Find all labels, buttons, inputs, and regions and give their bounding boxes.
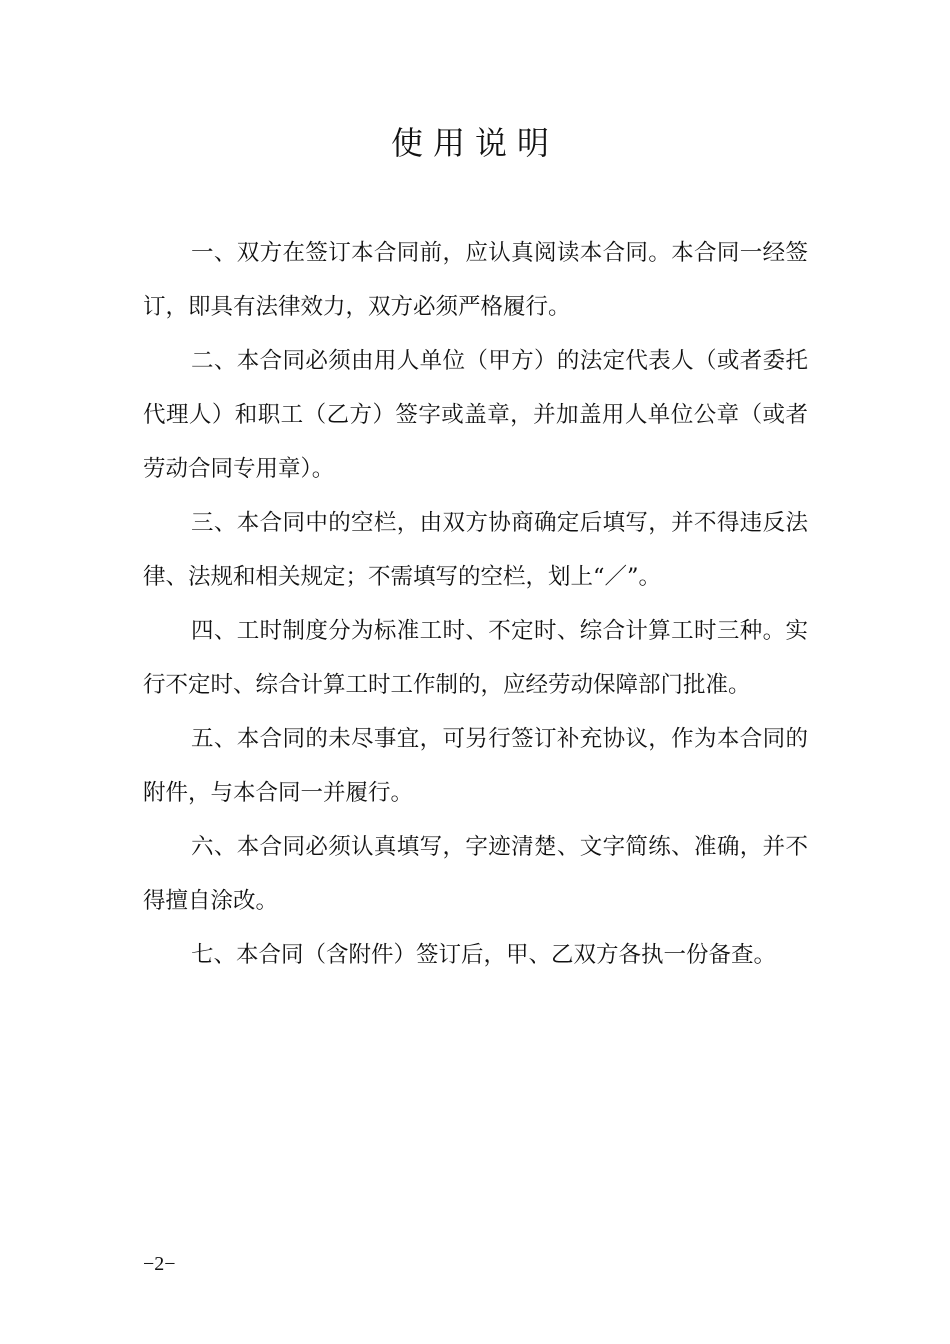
instruction-paragraph-2: 二、本合同必须由用人单位（甲方）的法定代表人（或者委托代理人）和职工（乙方）签字或盖章，并加盖用人单位公章（或者劳动合同专用章）。 — [143, 348, 808, 482]
page-number: −2− — [143, 1253, 176, 1275]
instruction-paragraph-3: 三、本合同中的空栏，由双方协商确定后填写，并不得违反法律、法规和相关规定；不需填写的空栏，划上“／”。 — [143, 510, 808, 590]
instruction-paragraph-7: 七、本合同（含附件）签订后，甲、乙双方各执一份备查。 — [191, 942, 777, 968]
instruction-paragraph-5: 五、本合同的未尽事宜，可另行签订补充协议，作为本合同的附件，与本合同一并履行。 — [143, 726, 808, 806]
instructions-body — [143, 226, 808, 982]
instruction-paragraph-6: 六、本合同必须认真填写，字迹清楚、文字简练、准确，并不得擅自涂改。 — [143, 834, 808, 914]
instruction-paragraph-4: 四、工时制度分为标准工时、不定时、综合计算工时三种。实行不定时、综合计算工时工作制的，应经劳动保障部门批准。 — [143, 618, 808, 698]
instruction-paragraph-1: 一、双方在签订本合同前，应认真阅读本合同。本合同一经签订，即具有法律效力，双方必须严格履行。 — [143, 240, 808, 320]
document-title: 使用说明 — [390, 124, 559, 162]
